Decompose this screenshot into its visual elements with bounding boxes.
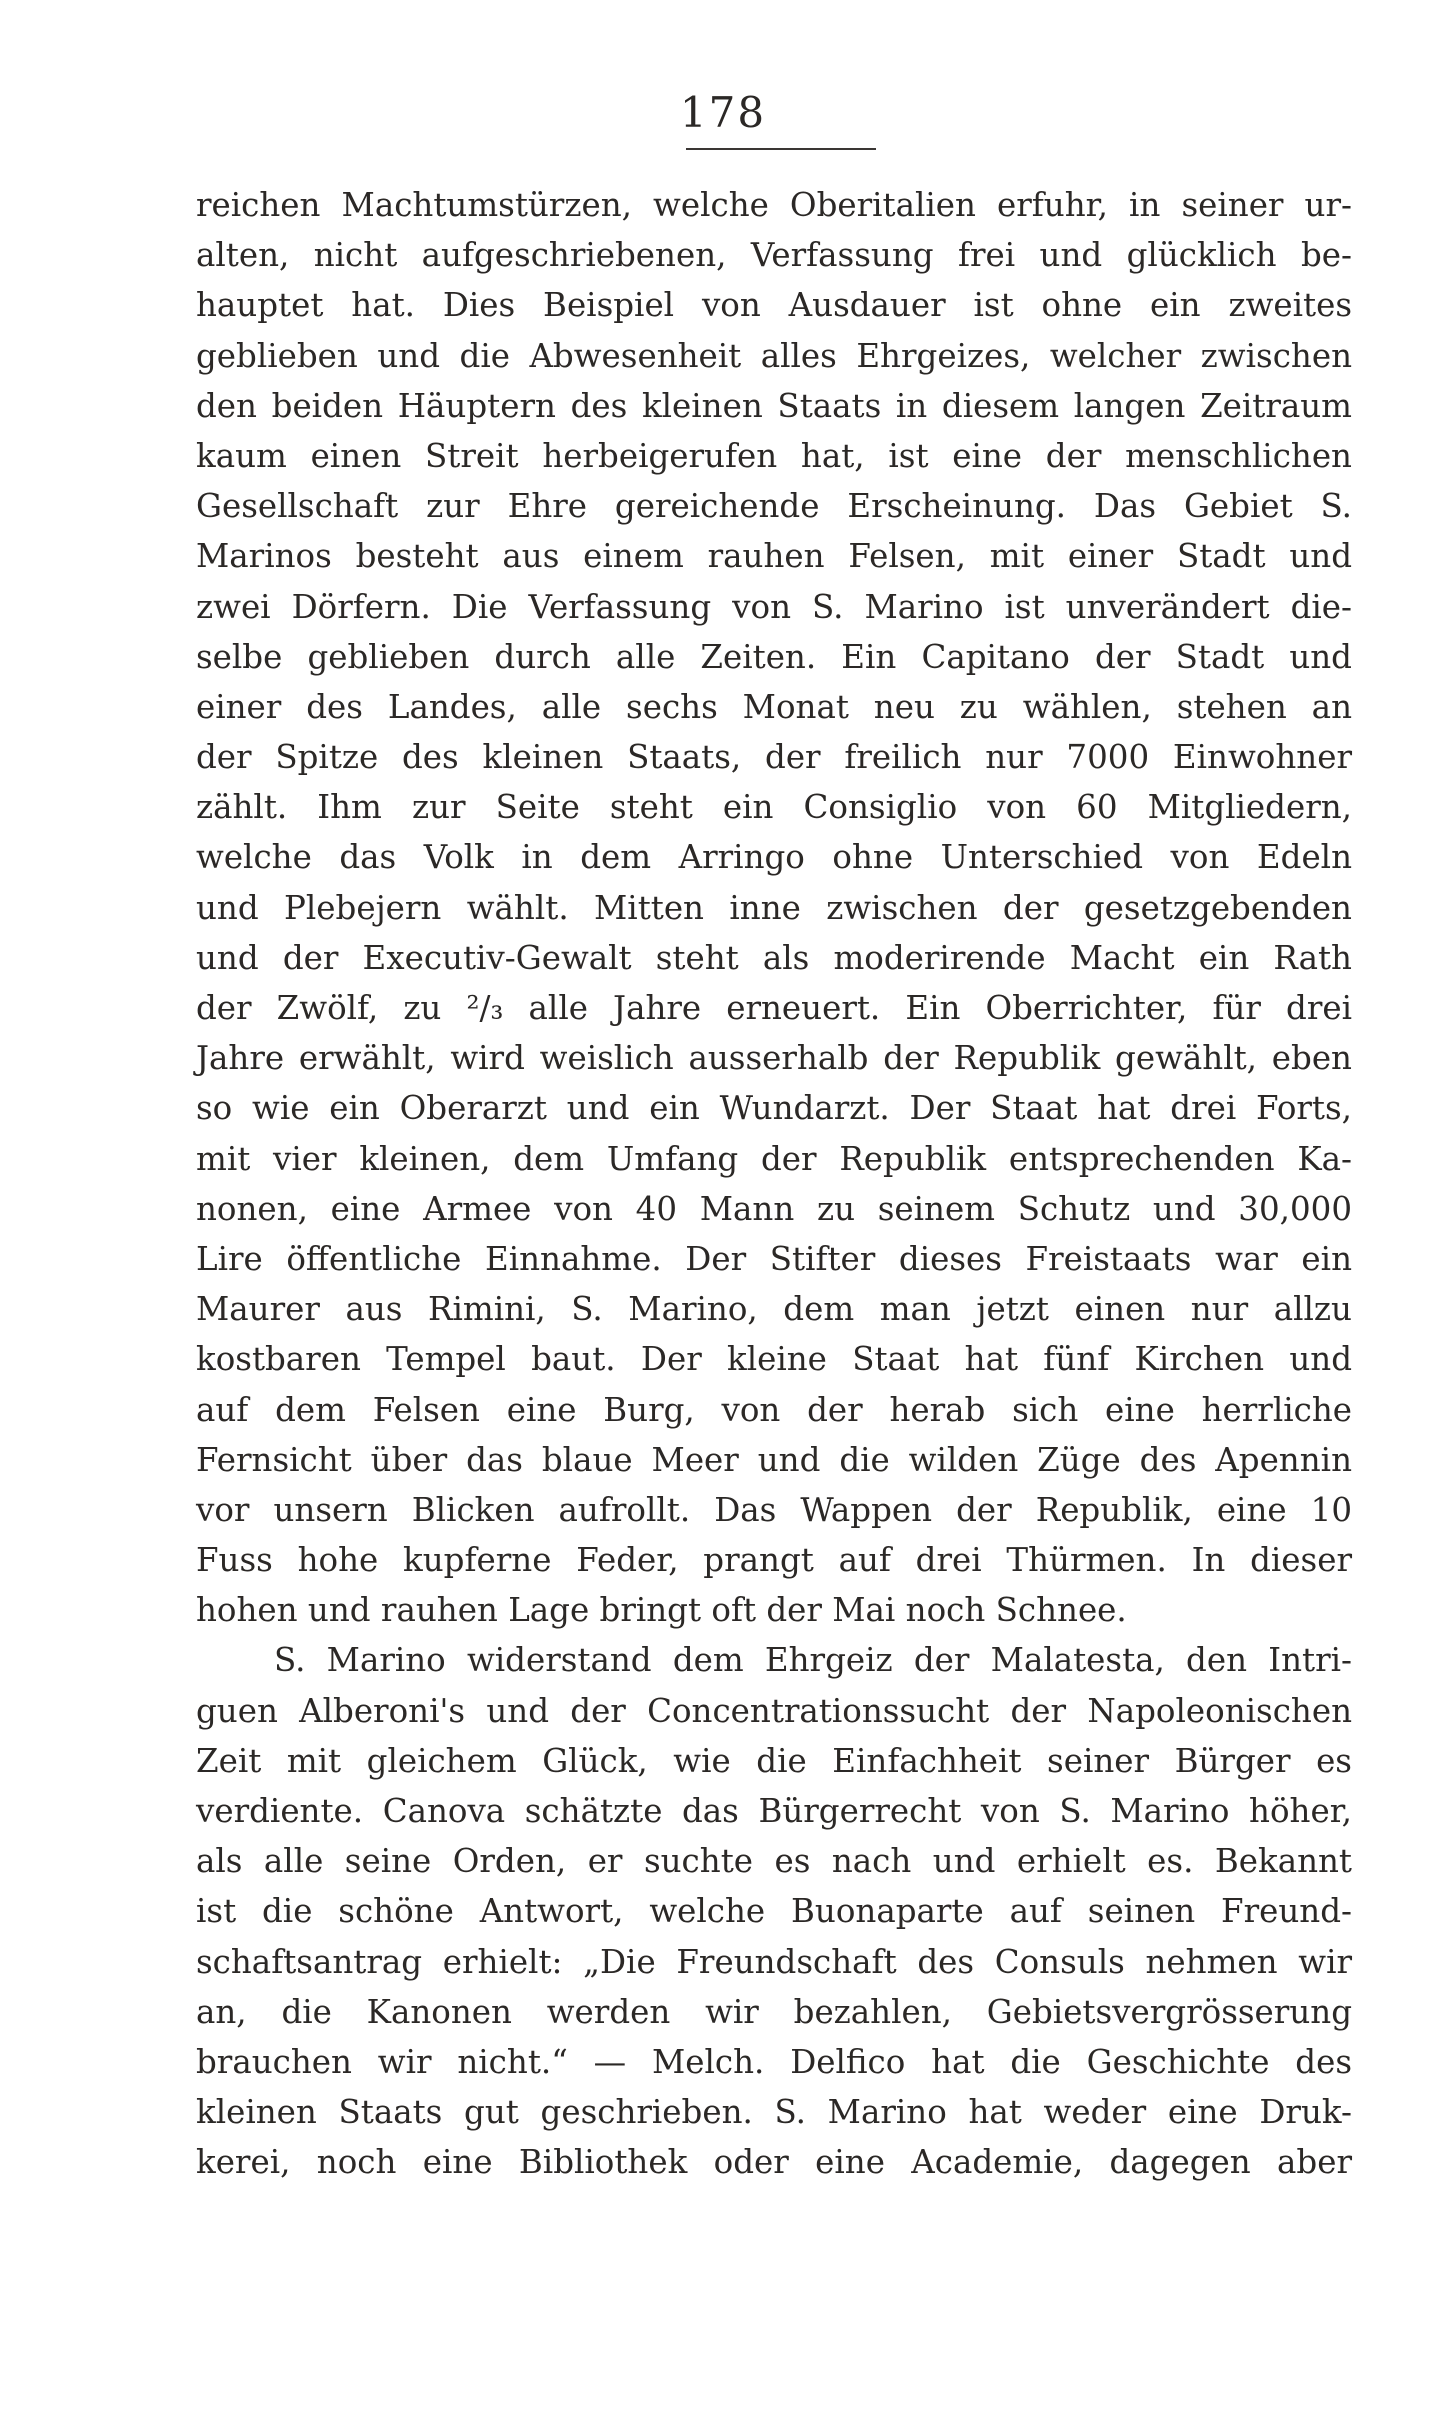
text-line: Jahre erwählt, wird weislich ausserhalb der Republik gewählt, eben: [196, 1039, 1352, 1078]
text-line: Fuss hohe kupferne Feder, prangt auf drei Thürmen. In dieser: [196, 1541, 1352, 1580]
text-line: kostbaren Tempel baut. Der kleine Staat hat fünf Kirchen und: [196, 1340, 1352, 1379]
text-line: vor unsern Blicken aufrollt. Das Wappen der Republik, eine 10: [196, 1490, 1352, 1529]
text-line: einer des Landes, alle sechs Monat neu zu wählen, stehen an: [196, 687, 1352, 726]
text-line: der Spitze des kleinen Staats, der freilich nur 7000 Einwohner: [196, 738, 1352, 777]
text-line: zwei Dörfern. Die Verfassung von S. Marino ist unverändert die-: [196, 587, 1352, 626]
text-line: und Plebejern wählt. Mitten inne zwischen der gesetzgebenden: [196, 888, 1352, 927]
body-text: [196, 180, 1352, 2188]
text-line: selbe geblieben durch alle Zeiten. Ein Capitano der Stadt und: [196, 637, 1352, 676]
text-line: hauptet hat. Dies Beispiel von Ausdauer ist ohne ein zweites: [196, 286, 1352, 325]
text-line: brauchen wir nicht.“ — Melch. Delfico hat die Geschichte des: [196, 2042, 1352, 2081]
text-line: Lire öffentliche Einnahme. Der Stifter dieses Freistaats war ein: [196, 1239, 1352, 1278]
text-line: als alle seine Orden, er suchte es nach und erhielt es. Bekannt: [196, 1842, 1352, 1881]
text-line: kleinen Staats gut geschrieben. S. Marino hat weder eine Druk-: [196, 2093, 1352, 2132]
text-line: an, die Kanonen werden wir bezahlen, Gebietsvergrösserung: [196, 1992, 1352, 2031]
text-line: zählt. Ihm zur Seite steht ein Consiglio von 60 Mitgliedern,: [196, 788, 1352, 827]
text-line: schaftsantrag erhielt: „Die Freundschaft des Consuls nehmen wir: [196, 1942, 1352, 1981]
text-line: verdiente. Canova schätzte das Bürgerrecht von S. Marino höher,: [196, 1792, 1352, 1830]
text-line: mit vier kleinen, dem Umfang der Republik entsprechenden Ka-: [196, 1139, 1352, 1178]
text-line: kaum einen Streit herbeigerufen hat, ist eine der menschlichen: [196, 436, 1352, 475]
text-line: Zeit mit gleichem Glück, wie die Einfachheit seiner Bürger es: [196, 1741, 1352, 1780]
text-line: alten, nicht aufgeschriebenen, Verfassung frei und glücklich be-: [196, 236, 1352, 275]
text-line: Marinos besteht aus einem rauhen Felsen, mit einer Stadt und: [196, 537, 1352, 576]
text-line: kerei, noch eine Bibliothek oder eine Academie, dagegen aber: [196, 2143, 1352, 2182]
text-line: welche das Volk in dem Arringo ohne Unterschied von Edeln: [196, 838, 1352, 877]
text-line: auf dem Felsen eine Burg, von der herab sich eine herrliche: [196, 1390, 1352, 1429]
text-line: Gesellschaft zur Ehre gereichende Erscheinung. Das Gebiet S.: [196, 487, 1352, 526]
text-line: und der Executiv-Gewalt steht als moderirende Macht ein Rath: [196, 938, 1352, 977]
text-line: guen Alberoni's und der Concentrationssucht der Napoleonischen: [196, 1691, 1352, 1730]
text-line: ist die schöne Antwort, welche Buonaparte auf seinen Freund-: [196, 1892, 1352, 1931]
text-line: den beiden Häuptern des kleinen Staats in diesem langen Zeitraum: [196, 386, 1352, 425]
text-line: Fernsicht über das blaue Meer und die wilden Züge des Apennin: [196, 1440, 1352, 1479]
text-line: nonen, eine Armee von 40 Mann zu seinem Schutz und 30,000: [196, 1189, 1352, 1228]
text-line: reichen Machtumstürzen, welche Oberitalien erfuhr, in seiner ur-: [196, 186, 1352, 224]
page-number-rule: [686, 148, 876, 150]
text-line: Maurer aus Rimini, S. Marino, dem man jetzt einen nur allzu: [196, 1290, 1352, 1329]
text-line: der Zwölf, zu ²/₃ alle Jahre erneuert. Ein Oberrichter, für drei: [196, 989, 1352, 1027]
paragraph-first-line: S. Marino widerstand dem Ehrgeiz der Malatesta, den Intri-: [274, 1641, 1352, 1680]
paragraph-last-line: hohen und rauhen Lage bringt oft der Mai noch Schnee.: [196, 1591, 1127, 1630]
page-number: 178: [679, 88, 767, 137]
text-line: so wie ein Oberarzt und ein Wundarzt. Der Staat hat drei Forts,: [196, 1089, 1352, 1128]
text-line: geblieben und die Abwesenheit alles Ehrgeizes, welcher zwischen: [196, 336, 1352, 375]
